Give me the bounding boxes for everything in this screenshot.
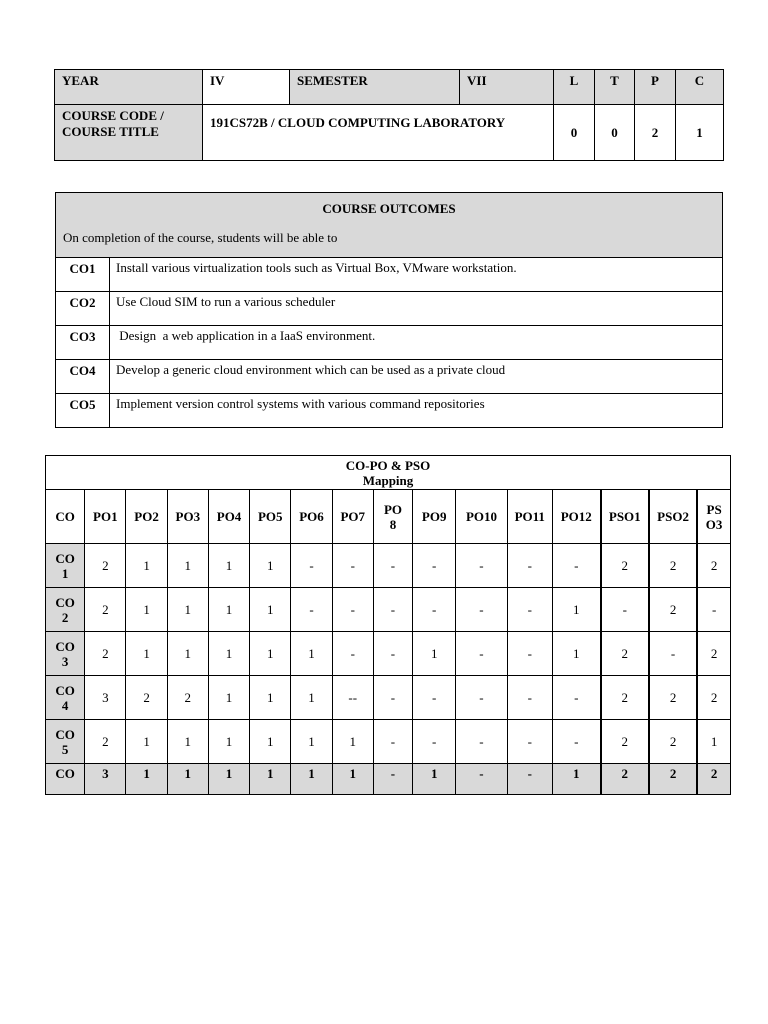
mapping-cell: 1 bbox=[250, 676, 291, 720]
mapping-cell: 1 bbox=[167, 544, 208, 588]
course-info-table bbox=[54, 69, 724, 161]
mapping-header-cell: PO11 bbox=[507, 490, 552, 544]
mapping-cell: 1 bbox=[126, 720, 167, 764]
mapping-cell: 1 bbox=[208, 676, 249, 720]
mapping-cell: 1 bbox=[552, 632, 600, 676]
course-outcomes-table bbox=[55, 192, 723, 428]
mapping-footer-cell: 2 bbox=[649, 764, 697, 795]
course-outcomes-intro: On completion of the course, students will be able to bbox=[63, 230, 338, 245]
mapping-footer-cell: - bbox=[456, 764, 507, 795]
mapping-row-label: CO 1 bbox=[46, 544, 85, 588]
mapping-header-cell: PSO1 bbox=[601, 490, 649, 544]
mapping-header-cell: PO1 bbox=[85, 490, 126, 544]
ltpc-value-l: 0 bbox=[554, 105, 595, 161]
outcome-text: Design a web application in a IaaS environment. bbox=[110, 326, 723, 360]
mapping-cell: 2 bbox=[697, 676, 730, 720]
mapping-header-cell: PO9 bbox=[413, 490, 456, 544]
mapping-cell: - bbox=[413, 676, 456, 720]
mapping-header-cell: PO 8 bbox=[373, 490, 412, 544]
mapping-cell: 1 bbox=[167, 720, 208, 764]
mapping-cell: 1 bbox=[250, 632, 291, 676]
mapping-footer-cell: - bbox=[373, 764, 412, 795]
mapping-row bbox=[46, 544, 731, 588]
outcome-row bbox=[56, 326, 723, 360]
mapping-footer-cell: 1 bbox=[413, 764, 456, 795]
outcome-text: Develop a generic cloud environment which can be used as a private cloud bbox=[110, 360, 723, 394]
mapping-footer-cell: 1 bbox=[208, 764, 249, 795]
mapping-cell: - bbox=[413, 720, 456, 764]
mapping-cell: 2 bbox=[649, 544, 697, 588]
mapping-footer-cell: 1 bbox=[167, 764, 208, 795]
outcome-text: Install various virtualization tools such as Virtual Box, VMware workstation. bbox=[110, 258, 723, 292]
mapping-cell: 1 bbox=[250, 544, 291, 588]
mapping-cell: 2 bbox=[85, 632, 126, 676]
mapping-header-row bbox=[46, 490, 731, 544]
mapping-cell: - bbox=[507, 632, 552, 676]
mapping-cell: - bbox=[697, 588, 730, 632]
mapping-footer-cell: 1 bbox=[250, 764, 291, 795]
mapping-cell: 2 bbox=[649, 676, 697, 720]
mapping-cell: 1 bbox=[332, 720, 373, 764]
mapping-cell: 1 bbox=[126, 544, 167, 588]
mapping-cell: 1 bbox=[208, 544, 249, 588]
course-code-label-line2: COURSE TITLE bbox=[62, 124, 159, 139]
mapping-cell: 1 bbox=[208, 632, 249, 676]
mapping-cell: - bbox=[291, 544, 332, 588]
ltpc-header-p: P bbox=[635, 70, 676, 105]
course-outcomes-header bbox=[56, 193, 723, 258]
mapping-cell: 2 bbox=[601, 544, 649, 588]
mapping-cell: 2 bbox=[697, 544, 730, 588]
mapping-row-label: CO 2 bbox=[46, 588, 85, 632]
mapping-cell: 1 bbox=[167, 588, 208, 632]
mapping-cell: - bbox=[373, 720, 412, 764]
ltpc-value-p: 2 bbox=[635, 105, 676, 161]
mapping-row bbox=[46, 632, 731, 676]
mapping-header-cell: PO7 bbox=[332, 490, 373, 544]
ltpc-value-c: 1 bbox=[676, 105, 724, 161]
mapping-row-label: CO 5 bbox=[46, 720, 85, 764]
mapping-cell: - bbox=[373, 676, 412, 720]
mapping-cell: 1 bbox=[126, 588, 167, 632]
mapping-cell: - bbox=[373, 588, 412, 632]
mapping-cell: 2 bbox=[601, 676, 649, 720]
outcome-code: CO1 bbox=[56, 258, 110, 292]
course-code-title: 191CS72B / CLOUD COMPUTING LABORATORY bbox=[203, 105, 554, 161]
mapping-cell: - bbox=[332, 588, 373, 632]
mapping-cell: 2 bbox=[601, 632, 649, 676]
mapping-cell: - bbox=[413, 544, 456, 588]
mapping-cell: 2 bbox=[126, 676, 167, 720]
mapping-header-cell: PO12 bbox=[552, 490, 600, 544]
mapping-footer-cell: 1 bbox=[332, 764, 373, 795]
mapping-cell: - bbox=[373, 632, 412, 676]
outcome-code: CO4 bbox=[56, 360, 110, 394]
mapping-footer-cell: 2 bbox=[601, 764, 649, 795]
semester-label: SEMESTER bbox=[290, 70, 460, 105]
outcome-text: Implement version control systems with various command repositories bbox=[110, 394, 723, 428]
mapping-header-cell: PO3 bbox=[167, 490, 208, 544]
course-code-label bbox=[55, 105, 203, 161]
mapping-cell: - bbox=[456, 632, 507, 676]
ltpc-header-t: T bbox=[595, 70, 635, 105]
mapping-cell: - bbox=[601, 588, 649, 632]
mapping-cell: 1 bbox=[126, 632, 167, 676]
mapping-cell: - bbox=[552, 676, 600, 720]
outcome-code: CO2 bbox=[56, 292, 110, 326]
mapping-cell: 1 bbox=[697, 720, 730, 764]
mapping-header-cell: PO6 bbox=[291, 490, 332, 544]
course-outcomes-title: COURSE OUTCOMES bbox=[322, 201, 456, 216]
mapping-footer-cell: 2 bbox=[697, 764, 730, 795]
mapping-cell: - bbox=[456, 544, 507, 588]
course-code-label-line1: COURSE CODE / bbox=[62, 108, 164, 123]
ltpc-value-t: 0 bbox=[595, 105, 635, 161]
outcome-text: Use Cloud SIM to run a various scheduler bbox=[110, 292, 723, 326]
mapping-row-label: CO 3 bbox=[46, 632, 85, 676]
mapping-cell: - bbox=[507, 588, 552, 632]
mapping-footer-cell: 3 bbox=[85, 764, 126, 795]
mapping-cell: - bbox=[649, 632, 697, 676]
outcome-row bbox=[56, 258, 723, 292]
mapping-row bbox=[46, 588, 731, 632]
mapping-footer-cell: 1 bbox=[126, 764, 167, 795]
mapping-title bbox=[46, 456, 731, 490]
ltpc-header-l: L bbox=[554, 70, 595, 105]
co-po-pso-mapping-table bbox=[45, 455, 731, 795]
mapping-header-cell: PS O3 bbox=[697, 490, 730, 544]
mapping-cell: - bbox=[507, 676, 552, 720]
mapping-cell: 1 bbox=[413, 632, 456, 676]
mapping-footer-label: CO bbox=[46, 764, 85, 795]
mapping-cell: 1 bbox=[291, 676, 332, 720]
mapping-cell: 2 bbox=[649, 588, 697, 632]
mapping-cell: - bbox=[552, 544, 600, 588]
mapping-cell: 1 bbox=[167, 632, 208, 676]
mapping-header-cell: PO2 bbox=[126, 490, 167, 544]
mapping-cell: 1 bbox=[552, 588, 600, 632]
mapping-footer-row bbox=[46, 764, 731, 795]
mapping-cell: 1 bbox=[250, 588, 291, 632]
mapping-cell: - bbox=[332, 632, 373, 676]
mapping-cell: 1 bbox=[291, 632, 332, 676]
mapping-cell: - bbox=[552, 720, 600, 764]
mapping-cell: - bbox=[456, 588, 507, 632]
outcome-code: CO3 bbox=[56, 326, 110, 360]
mapping-cell: - bbox=[332, 544, 373, 588]
semester-value: VII bbox=[460, 70, 554, 105]
mapping-cell: - bbox=[507, 544, 552, 588]
mapping-cell: 1 bbox=[291, 720, 332, 764]
mapping-title-line1: CO-PO & PSO bbox=[345, 457, 431, 473]
mapping-cell: 2 bbox=[167, 676, 208, 720]
mapping-footer-cell: 1 bbox=[552, 764, 600, 795]
mapping-cell: 3 bbox=[85, 676, 126, 720]
mapping-header-cell: PSO2 bbox=[649, 490, 697, 544]
mapping-title-line2: Mapping bbox=[362, 472, 414, 488]
mapping-cell: - bbox=[456, 676, 507, 720]
mapping-row bbox=[46, 720, 731, 764]
mapping-cell: 1 bbox=[250, 720, 291, 764]
ltpc-header-c: C bbox=[676, 70, 724, 105]
mapping-row-label: CO 4 bbox=[46, 676, 85, 720]
mapping-header-cell: PO5 bbox=[250, 490, 291, 544]
mapping-cell: - bbox=[291, 588, 332, 632]
mapping-header-cell: PO10 bbox=[456, 490, 507, 544]
mapping-header-cell: CO bbox=[46, 490, 85, 544]
mapping-cell: 1 bbox=[208, 720, 249, 764]
outcome-code: CO5 bbox=[56, 394, 110, 428]
mapping-cell: 2 bbox=[85, 588, 126, 632]
mapping-footer-cell: 1 bbox=[291, 764, 332, 795]
mapping-cell: - bbox=[456, 720, 507, 764]
mapping-cell: 1 bbox=[208, 588, 249, 632]
mapping-header-cell: PO4 bbox=[208, 490, 249, 544]
mapping-cell: -- bbox=[332, 676, 373, 720]
outcome-row bbox=[56, 394, 723, 428]
outcome-row bbox=[56, 360, 723, 394]
mapping-cell: 2 bbox=[697, 632, 730, 676]
mapping-cell: - bbox=[507, 720, 552, 764]
year-value: IV bbox=[203, 70, 290, 105]
mapping-footer-cell: - bbox=[507, 764, 552, 795]
mapping-cell: - bbox=[413, 588, 456, 632]
mapping-cell: 2 bbox=[649, 720, 697, 764]
mapping-cell: 2 bbox=[601, 720, 649, 764]
year-label: YEAR bbox=[55, 70, 203, 105]
mapping-cell: 2 bbox=[85, 720, 126, 764]
mapping-cell: 2 bbox=[85, 544, 126, 588]
mapping-cell: - bbox=[373, 544, 412, 588]
outcome-row bbox=[56, 292, 723, 326]
mapping-row bbox=[46, 676, 731, 720]
